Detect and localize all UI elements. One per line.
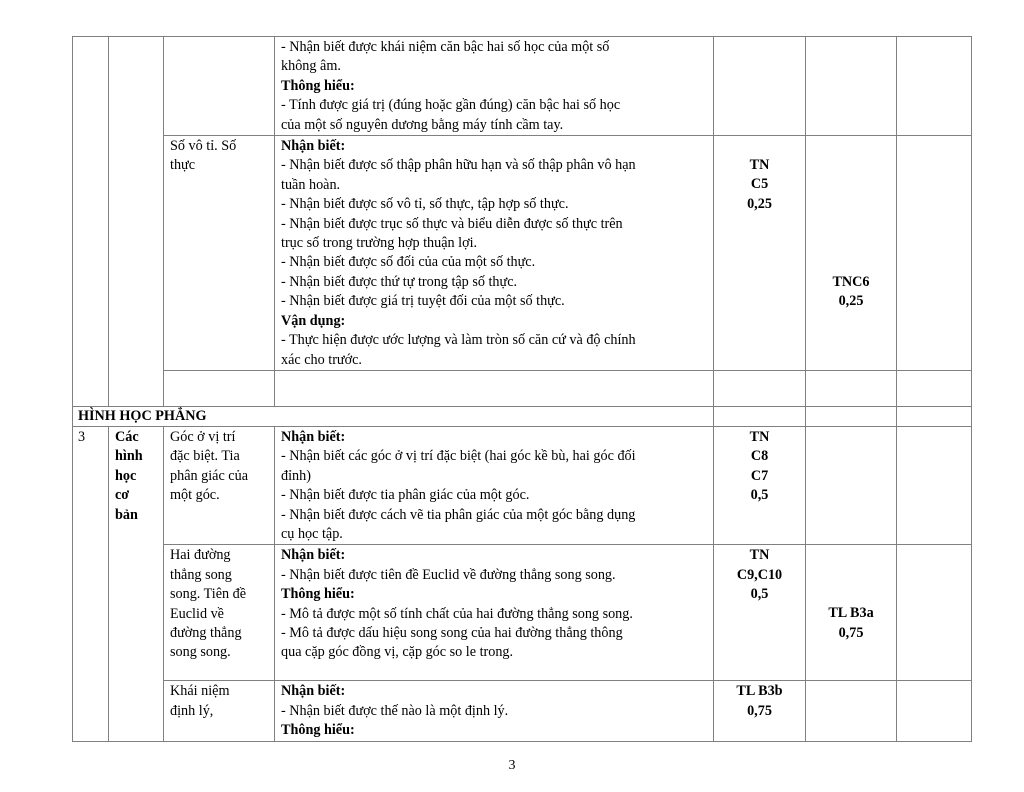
cell-recognition xyxy=(714,545,806,681)
content-line: của một số nguyên dương bằng máy tính cầm tay. xyxy=(281,116,564,133)
table-row-irrational-numbers xyxy=(73,136,972,371)
content-line: đỉnh) xyxy=(281,467,311,484)
score-label: TNC6 xyxy=(832,274,870,291)
topic-line: Góc ở vị trí xyxy=(170,428,236,445)
score-label: C9,C10 xyxy=(736,566,783,583)
content-line: - Nhận biết các góc ở vị trí đặc biệt (hai góc kề bù, hai góc đối xyxy=(281,448,636,465)
topic-line: định lý, xyxy=(170,702,214,719)
table-row-sqrt-continuation xyxy=(73,37,972,136)
content-line: - Nhận biết được số thập phân hữu hạn và số thập phân vô hạn xyxy=(281,157,636,174)
cell-topic-empty xyxy=(164,370,275,406)
content-line: - Mô tả được dấu hiệu song song của hai đường thẳng thông xyxy=(281,624,623,641)
table-row-special-angles xyxy=(73,426,972,544)
content-line: - Nhận biết được số vô tỉ, số thực, tập hợp số thực. xyxy=(281,196,569,213)
cell-topic xyxy=(164,681,275,741)
content-line: - Nhận biết được thế nào là một định lý. xyxy=(281,702,509,719)
topic-line: Khái niệm xyxy=(170,683,230,700)
content-heading: Vận dụng: xyxy=(281,312,346,329)
cell-application xyxy=(897,545,972,681)
cell-content-empty xyxy=(275,370,714,406)
topic-line: phân giác của xyxy=(170,467,248,484)
chapter-line: học xyxy=(115,467,137,484)
score-label: C5 xyxy=(750,176,769,193)
content-heading: Nhận biết: xyxy=(281,547,346,564)
table-row-empty xyxy=(73,370,972,406)
chapter-line: hình xyxy=(115,448,143,465)
cell-recognition-empty xyxy=(714,406,806,426)
content-line: - Nhận biết được khái niệm căn bậc hai số học của một số xyxy=(281,39,610,55)
score-label: C7 xyxy=(750,467,769,484)
score-label: TN xyxy=(749,547,770,564)
content-line: cụ học tập. xyxy=(281,525,343,542)
content-line: - Mô tả được một số tính chất của hai đường thẳng song song. xyxy=(281,605,633,622)
score-label: 0,75 xyxy=(747,702,772,719)
content-heading: Thông hiểu: xyxy=(281,586,355,603)
content-line: - Thực hiện được ước lượng và làm tròn số căn cứ và độ chính xyxy=(281,332,636,349)
cell-recognition xyxy=(714,37,806,136)
content-line: - Nhận biết được thứ tự trong tập số thực. xyxy=(281,273,518,290)
matrix-table xyxy=(72,36,972,742)
topic-line: song song. xyxy=(170,644,231,661)
cell-topic xyxy=(164,136,275,371)
cell-number: 3 xyxy=(73,426,109,741)
section-title: HÌNH HỌC PHẲNG xyxy=(73,406,714,426)
cell-application-empty xyxy=(897,406,972,426)
content-line: qua cặp góc đồng vị, cặp góc so le trong. xyxy=(281,644,514,661)
topic-line: thẳng song xyxy=(170,566,232,583)
content-heading: Thông hiểu: xyxy=(281,77,355,94)
content-line: tuần hoàn. xyxy=(281,176,341,193)
score-label: 0,5 xyxy=(750,586,769,603)
cell-comprehension xyxy=(806,426,897,544)
cell-topic xyxy=(164,426,275,544)
content-line: không âm. xyxy=(281,58,341,75)
cell-chapter xyxy=(109,426,164,741)
score-label: TL B3a xyxy=(828,605,874,622)
cell-topic-continued xyxy=(164,37,275,136)
cell-comprehension xyxy=(806,681,897,741)
topic-line: một góc. xyxy=(170,487,220,504)
cell-recognition-empty xyxy=(714,370,806,406)
content-line: - Nhận biết được tia phân giác của một góc. xyxy=(281,487,530,504)
topic-line: đặc biệt. Tia xyxy=(170,448,240,465)
content-line: xác cho trước. xyxy=(281,351,362,368)
topic-line: đường thẳng xyxy=(170,624,242,641)
content-heading: Thông hiểu: xyxy=(281,722,355,739)
cell-topic xyxy=(164,545,275,681)
cell-content xyxy=(275,426,714,544)
topic-line: Số vô tỉ. Số xyxy=(170,138,237,155)
content-line: - Nhận biết được giá trị tuyệt đối của một số thực. xyxy=(281,293,565,310)
cell-application-empty xyxy=(897,370,972,406)
cell-application xyxy=(897,681,972,741)
cell-comprehension-empty xyxy=(806,370,897,406)
score-label: 0,25 xyxy=(747,195,772,212)
table-row-parallel-lines xyxy=(73,545,972,681)
topic-line: song. Tiên đề xyxy=(170,586,247,603)
cell-application xyxy=(897,136,972,371)
cell-recognition xyxy=(714,136,806,371)
content-line: - Nhận biết được cách vẽ tia phân giác của một góc bằng dụng xyxy=(281,506,636,523)
score-label: TL B3b xyxy=(736,683,783,700)
content-line: - Nhận biết được số đối của của một số thực. xyxy=(281,254,536,271)
score-label: TN xyxy=(749,428,770,445)
score-label: 0,25 xyxy=(838,293,864,310)
score-label: 0,5 xyxy=(750,487,769,504)
chapter-line: bản xyxy=(115,506,138,523)
topic-line: Euclid về xyxy=(170,605,224,622)
cell-recognition xyxy=(714,426,806,544)
cell-content xyxy=(275,545,714,681)
score-label: C8 xyxy=(750,448,769,465)
cell-number-continued xyxy=(73,37,109,407)
cell-chapter-continued xyxy=(109,37,164,407)
table-row-section-header xyxy=(73,406,972,426)
content-line: - Nhận biết được tiên đề Euclid về đường thẳng song song. xyxy=(281,566,616,583)
page-number: 3 xyxy=(508,758,516,773)
score-label: TN xyxy=(749,157,770,174)
cell-comprehension xyxy=(806,136,897,371)
cell-content xyxy=(275,136,714,371)
cell-recognition xyxy=(714,681,806,741)
table-row-theorem xyxy=(73,681,972,741)
content-line: - Tính được giá trị (đúng hoặc gần đúng) căn bậc hai số học xyxy=(281,97,621,114)
content-line: trục số trong trường hợp thuận lợi. xyxy=(281,235,478,252)
cell-comprehension xyxy=(806,37,897,136)
content-heading: Nhận biết: xyxy=(281,138,346,155)
content-heading: Nhận biết: xyxy=(281,683,346,700)
content-heading: Nhận biết: xyxy=(281,428,346,445)
topic-line: thực xyxy=(170,157,196,174)
cell-comprehension xyxy=(806,545,897,681)
cell-comprehension-empty xyxy=(806,406,897,426)
topic-line: Hai đường xyxy=(170,547,231,564)
cell-application xyxy=(897,426,972,544)
chapter-line: Các xyxy=(115,428,139,445)
score-label: 0,75 xyxy=(838,624,864,641)
content-line: - Nhận biết được trục số thực và biểu diễn được số thực trên xyxy=(281,215,623,232)
cell-application xyxy=(897,37,972,136)
cell-content xyxy=(275,37,714,136)
chapter-line: cơ xyxy=(115,487,130,504)
cell-content xyxy=(275,681,714,741)
